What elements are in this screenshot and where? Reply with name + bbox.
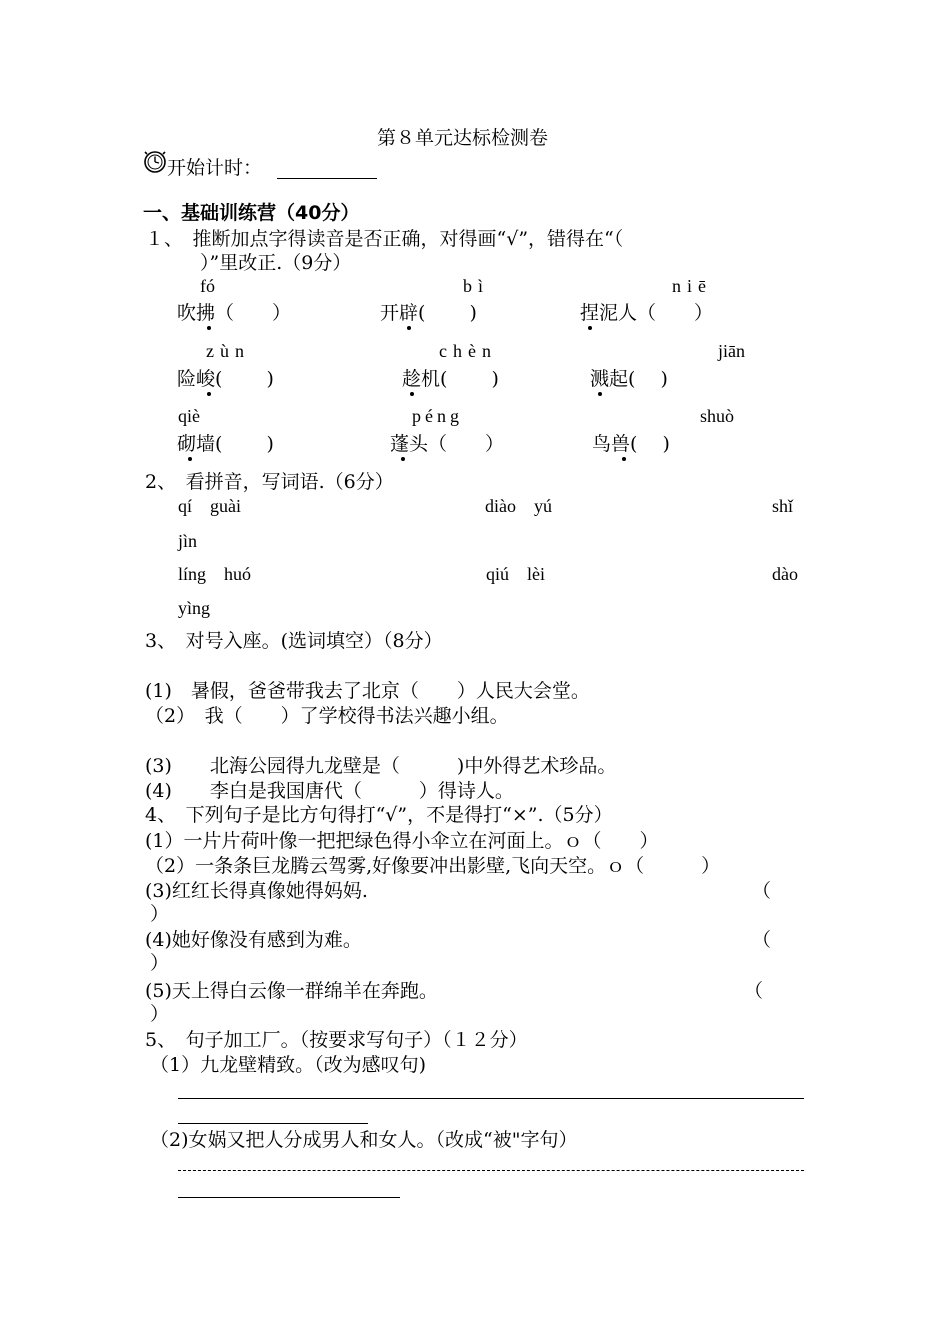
list-item: (1）一片片荷叶像一把把绿色得小伞立在河面上。ｏ（ ） [145,830,659,852]
pinyin: diào yú [485,496,552,516]
emphasis-dot [401,457,405,461]
list-item: （2)女娲又把人分成男人和女人。（改成“被"字句） [150,1129,578,1151]
emphasis-dot [588,326,592,330]
answer-line[interactable] [178,1170,804,1171]
answer-line[interactable] [178,1197,400,1198]
pinyin: qí guài [178,496,241,516]
pinyin: yìng [178,598,211,618]
list-item: （2） 我（ ）了学校得书法兴趣小组。 [145,705,509,727]
page-title: 第８单元达标检测卷 [377,127,549,149]
timer-blank[interactable] [277,178,377,179]
emphasis-dot [207,326,211,330]
pinyin: líng huó [178,564,252,584]
answer-line[interactable] [178,1123,368,1124]
pinyin: shǐ [772,496,794,516]
list-item: (5)天上得白云像一群绵羊在奔跑。 [145,980,438,1002]
answer-paren: （ [752,880,772,902]
q4-heading: 4、 下列句子是比方句得打“√”，不是得打“×”.（5分） [145,804,613,826]
word-item: 险峻( ) [177,368,274,390]
list-item: (4) 李白是我国唐代（ ）得诗人。 [145,780,514,802]
pinyin: fó [200,276,215,296]
word-item: 砌墙( ) [177,433,274,455]
word-item: 溅起( ) [590,368,668,390]
pinyin: shuò [700,406,735,426]
word-item: 吹拂（ ） [177,302,292,324]
emphasis-dot [598,392,602,396]
q2-heading: 2、 看拼音，写词语.（6分） [145,471,394,493]
word-item: 捏泥人（ ） [580,302,714,324]
emphasis-dot [207,392,211,396]
list-item: (4)她好像没有感到为难。 [145,929,362,951]
timer-label: 开始计时： [167,157,263,179]
q1-instruction-cont: ）”里改正.（9分） [200,252,352,274]
list-item: (3)红红长得真像她得妈妈. [145,880,368,902]
list-item: （1）九龙壁精致。（改为感叹句) [150,1054,427,1076]
pinyin: péng [412,406,463,426]
emphasis-dot [407,326,411,330]
answer-line[interactable] [178,1098,804,1099]
answer-paren: （ [744,980,764,1002]
answer-paren: ） [150,903,170,925]
list-item: （2）一条条巨龙腾云驾雾,好像要冲出影壁,飞向天空。ｏ（ ） [145,855,721,877]
pinyin: dào [772,564,798,584]
pinyin: qiè [178,406,200,426]
emphasis-dot [622,457,626,461]
pinyin: zùn [206,341,250,361]
pinyin: chèn [439,341,497,361]
clock-icon [143,150,167,174]
word-item: 蓬头（ ） [390,433,505,455]
word-item: 趁机( ) [402,368,499,390]
pinyin: qiú lèi [486,564,545,584]
list-item: (1) 暑假，爸爸带我去了北京（ ）人民大会堂。 [145,680,590,702]
answer-paren: ） [150,952,170,974]
pinyin: jiān [718,341,745,361]
pinyin: jìn [178,531,198,551]
pinyin: bì [463,276,490,296]
emphasis-dot [410,392,414,396]
answer-paren: ） [150,1003,170,1025]
section-heading: 一、基础训练营（40分） [143,202,360,224]
q5-heading: 5、 句子加工厂。（按要求写句子）（１２分） [145,1029,528,1051]
pinyin: niē [672,276,712,296]
emphasis-dot [188,457,192,461]
q3-heading: 3、 对号入座。(选词填空）（8分） [145,630,443,652]
q1-instruction: １、 推断加点字得读音是否正确，对得画“√”，错得在“（ [145,228,624,250]
word-item: 开辟( ) [380,302,477,324]
answer-paren: （ [752,929,772,951]
list-item: (3) 北海公园得九龙壁是（ )中外得艺术珍品。 [145,755,617,777]
word-item: 鸟兽( ) [592,433,670,455]
